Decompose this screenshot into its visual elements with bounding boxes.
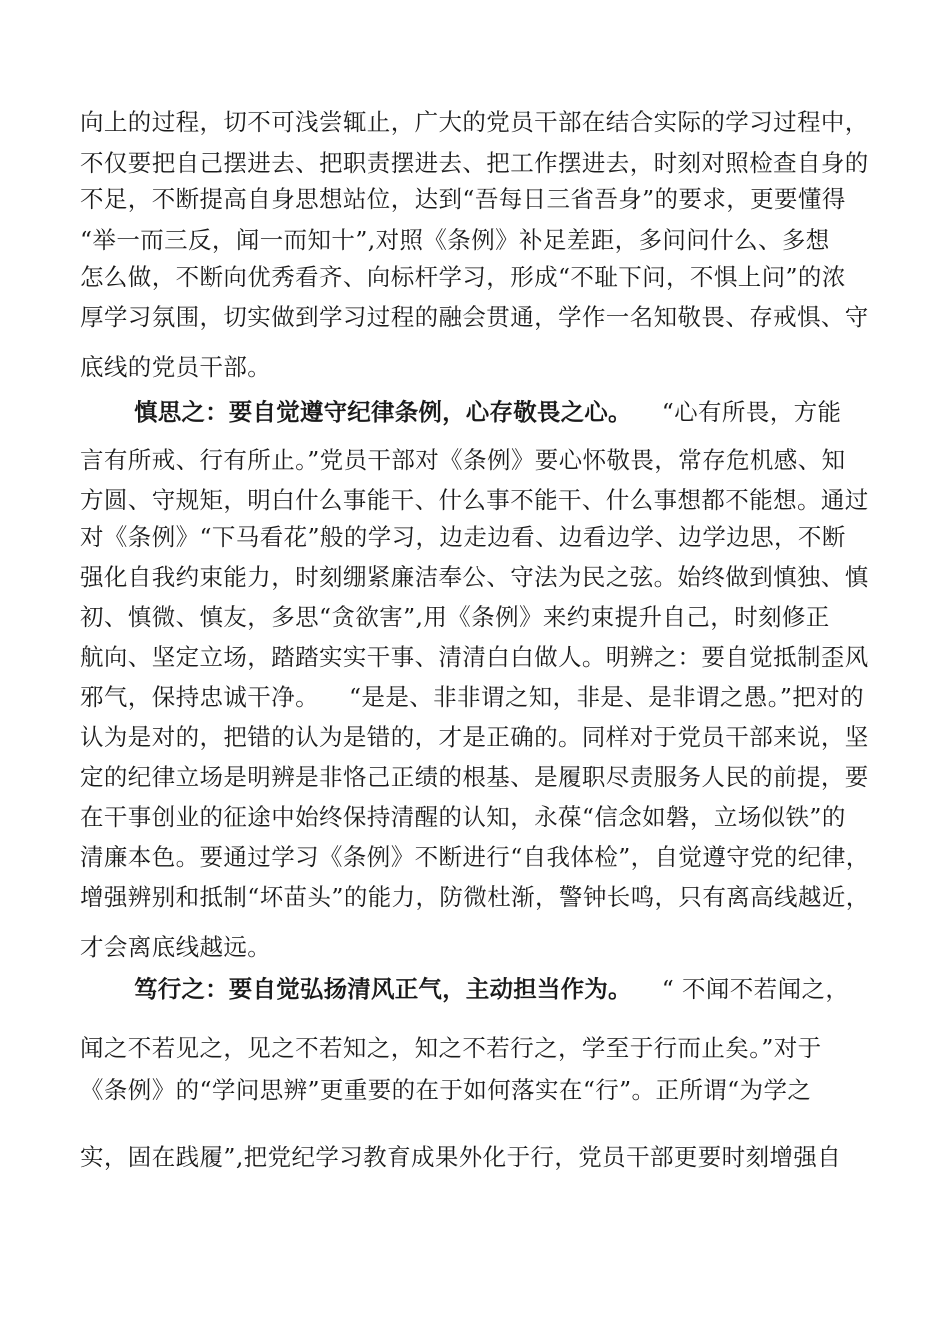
text-line: 才会离底线越远。 bbox=[80, 933, 272, 961]
section-heading-duxing bbox=[134, 974, 924, 1004]
text-line: 言有所戒、行有所止。”党员干部对《条例》要心怀敬畏，常存危机感、知 bbox=[80, 446, 846, 474]
text-line: 实，固在践履”,把党纪学习教育成果外化于行，党员干部更要时刻增强自 bbox=[80, 1143, 842, 1171]
text-line: 清廉本色。要通过学习《条例》不断进行“自我体检”，自觉遵守党的纪律， bbox=[80, 843, 870, 871]
text-line: 向上的过程，切不可浅尝辄止，广大的党员干部在结合实际的学习过程中， bbox=[80, 108, 869, 136]
text-line: 怎么做，不断向优秀看齐、向标杆学习，形成“不耻下问，不惧上问”的浓 bbox=[80, 263, 846, 291]
text-line: 《条例》的“学问思辨”更重要的在于如何落实在“行”。正所谓“为学之 bbox=[80, 1076, 812, 1104]
heading-quote-text: “心有所畏，方能 bbox=[661, 398, 842, 426]
section-heading-shensi bbox=[134, 397, 924, 427]
text-line: 初、慎微、慎友，多思“贪欲害”,用《条例》来约束提升自己，时刻修正 bbox=[80, 603, 830, 631]
text-line: 底线的党员干部。 bbox=[80, 353, 272, 381]
heading-quote-text: “ 不闻不若闻之， bbox=[661, 975, 850, 1003]
text-line: 不足，不断提高自身思想站位，达到“吾每日三省吾身”的要求，更要懂得 bbox=[80, 185, 846, 213]
line-quote-text: “是是、非非谓之知，非是、是非谓之愚。”把对的 bbox=[349, 683, 864, 711]
text-line: “举一而三反，闻一而知十”,对照《条例》补足差距，多问问什么、多想 bbox=[80, 226, 830, 254]
text-line: 强化自我约束能力，时刻绷紧廉洁奉公、守法为民之弦。始终做到慎独、慎 bbox=[80, 563, 869, 591]
text-line: 厚学习氛围，切实做到学习过程的融会贯通，学作一名知敬畏、存戒惧、守 bbox=[80, 303, 869, 331]
text-line: 认为是对的，把错的认为是错的，才是正确的。同样对于党员干部来说，坚 bbox=[80, 723, 869, 751]
line-pre-text: 邪气，保持忠诚干净。 bbox=[80, 683, 319, 711]
heading-bold-text: 慎思之：要自觉遵守纪律条例，心存敬畏之心。 bbox=[134, 398, 632, 426]
text-line: 增强辨别和抵制“坏苗头”的能力，防微杜渐，警钟长鸣，只有离高线越近， bbox=[80, 883, 870, 911]
text-line: 定的纪律立场是明辨是非恪己正绩的根基、是履职尽责服务人民的前提，要 bbox=[80, 763, 869, 791]
text-line: 闻之不若见之，见之不若知之，知之不若行之，学至于行而止矣。”对于 bbox=[80, 1034, 822, 1062]
text-line: 航向、坚定立场，踏踏实实干事、清清白白做人。明辨之：要自觉抵制歪风 bbox=[80, 643, 869, 671]
text-line: 对《条例》“下马看花”般的学习，边走边看、边看边学、边学边思，不断 bbox=[80, 523, 846, 551]
text-line-mingbian bbox=[80, 682, 900, 712]
text-line: 在干事创业的征途中始终保持清醒的认知，永葆“信念如磐，立场似铁”的 bbox=[80, 803, 846, 831]
text-line: 方圆、守规矩，明白什么事能干、什么事不能干、什么事想都不能想。通过 bbox=[80, 486, 869, 514]
text-line: 不仅要把自己摆进去、把职责摆进去、把工作摆进去，时刻对照检查自身的 bbox=[80, 149, 869, 177]
heading-bold-text: 笃行之：要自觉弘扬清风正气，主动担当作为。 bbox=[134, 975, 632, 1003]
